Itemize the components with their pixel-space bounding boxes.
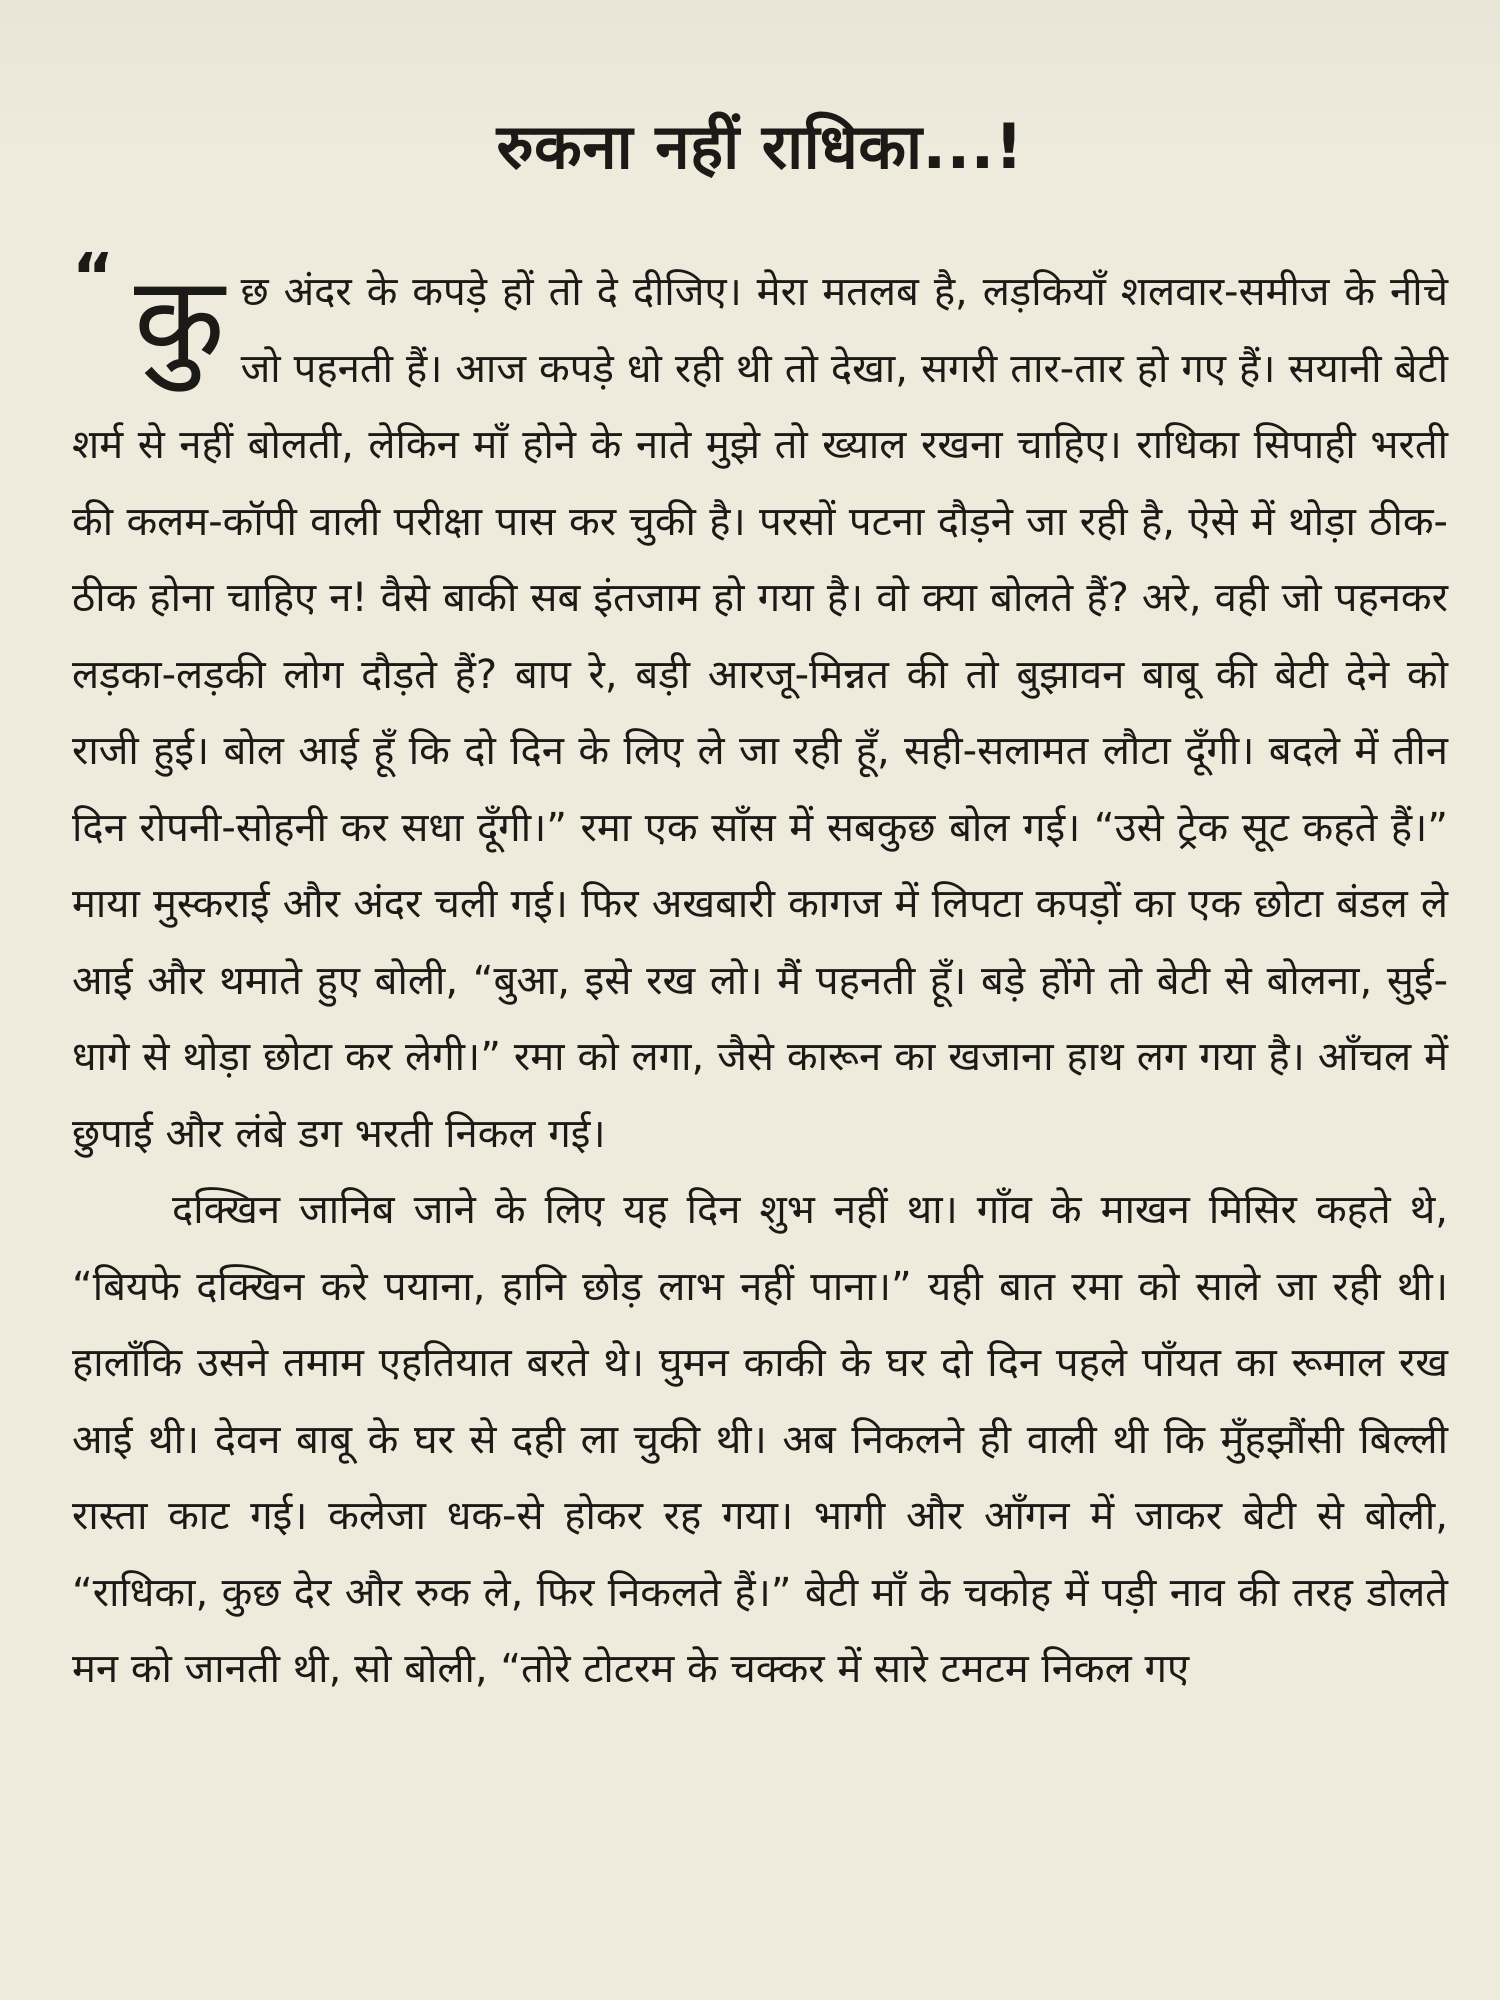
paragraph-1: [72, 250, 1448, 1172]
paragraph-1-text: छ अंदर के कपड़े हों तो दे दीजिए। मेरा मतलब है, लड़कियाँ शलवार-समीज के नीचे जो पहनती हैं। आज कपड़े धो रही थी तो देखा, सगरी तार-तार हो गए हैं। सयानी बेटी शर्म से नहीं बोलती, लेकिन माँ होने के नाते मुझे तो ख्याल रखना चाहिए। राधिका सिपाही भरती की कलम-कॉपी वाली परीक्षा पास कर चुकी है। परसों पटना दौड़ने जा रही है, ऐसे में थोड़ा ठीक-ठीक होना चाहिए न! वैसे बाकी सब इंतजाम हो गया है। वो क्या बोलते हैं? अरे, वही जो पहनकर लड़का-लड़की लोग दौड़ते हैं? बाप रे, बड़ी आरजू-मिन्नत की तो बुझावन बाबू की बेटी देने को राजी हुई। बोल आई हूँ कि दो दिन के लिए ले जा रही हूँ, सही-सलामत लौटा दूँगी। बदले में तीन दिन रोपनी-सोहनी कर सधा दूँगी।” रमा एक साँस में सबकुछ बोल गई। “उसे ट्रेक सूट कहते हैं।” माया मुस्कराई और अंदर चली गई। फिर अखबारी कागज में लिपटा कपड़ों का एक छोटा बंडल ले आई और थमाते हुए बोली, “बुआ, इसे रख लो। मैं पहनती हूँ। बड़े होंगे तो बेटी से बोलना, सुई-धागे से थोड़ा छोटा कर लेगी।” रमा को लगा, जैसे कारून का खजाना हाथ लग गया है। आँचल में छुपाई और लंबे डग भरती निकल गई।: [72, 269, 1448, 1157]
story-body: [72, 241, 1448, 1708]
opening-quote-mark: “: [72, 241, 115, 316]
story-title: रुकना नहीं राधिका...!: [496, 110, 1024, 183]
paragraph-2: दक्खिन जानिब जाने के लिए यह दिन शुभ नहीं था। गाँव के माखन मिसिर कहते थे, “बियफे दक्खिन करे पयाना, हानि छोड़ लाभ नहीं पाना।” यही बात रमा को साले जा रही थी। हालाँकि उसने तमाम एहतियात बरते थे। घुमन काकी के घर दो दिन पहले पाँयत का रूमाल रख आई थी। देवन बाबू के घर से दही ला चुकी थी। अब निकलने ही वाली थी कि मुँहझौंसी बिल्ली रास्ता काट गई। कलेजा धक-से होकर रह गया। भागी और आँगन में जाकर बेटी से बोली, “राधिका, कुछ देर और रुक ले, फिर निकलते हैं।” बेटी माँ के चकोह में पड़ी नाव की तरह डोलते मन को जानती थी, सो बोली, “तोरे टोटरम के चक्कर में सारे टमटम निकल गए: [72, 1187, 1448, 1693]
drop-cap: कु: [134, 250, 225, 389]
